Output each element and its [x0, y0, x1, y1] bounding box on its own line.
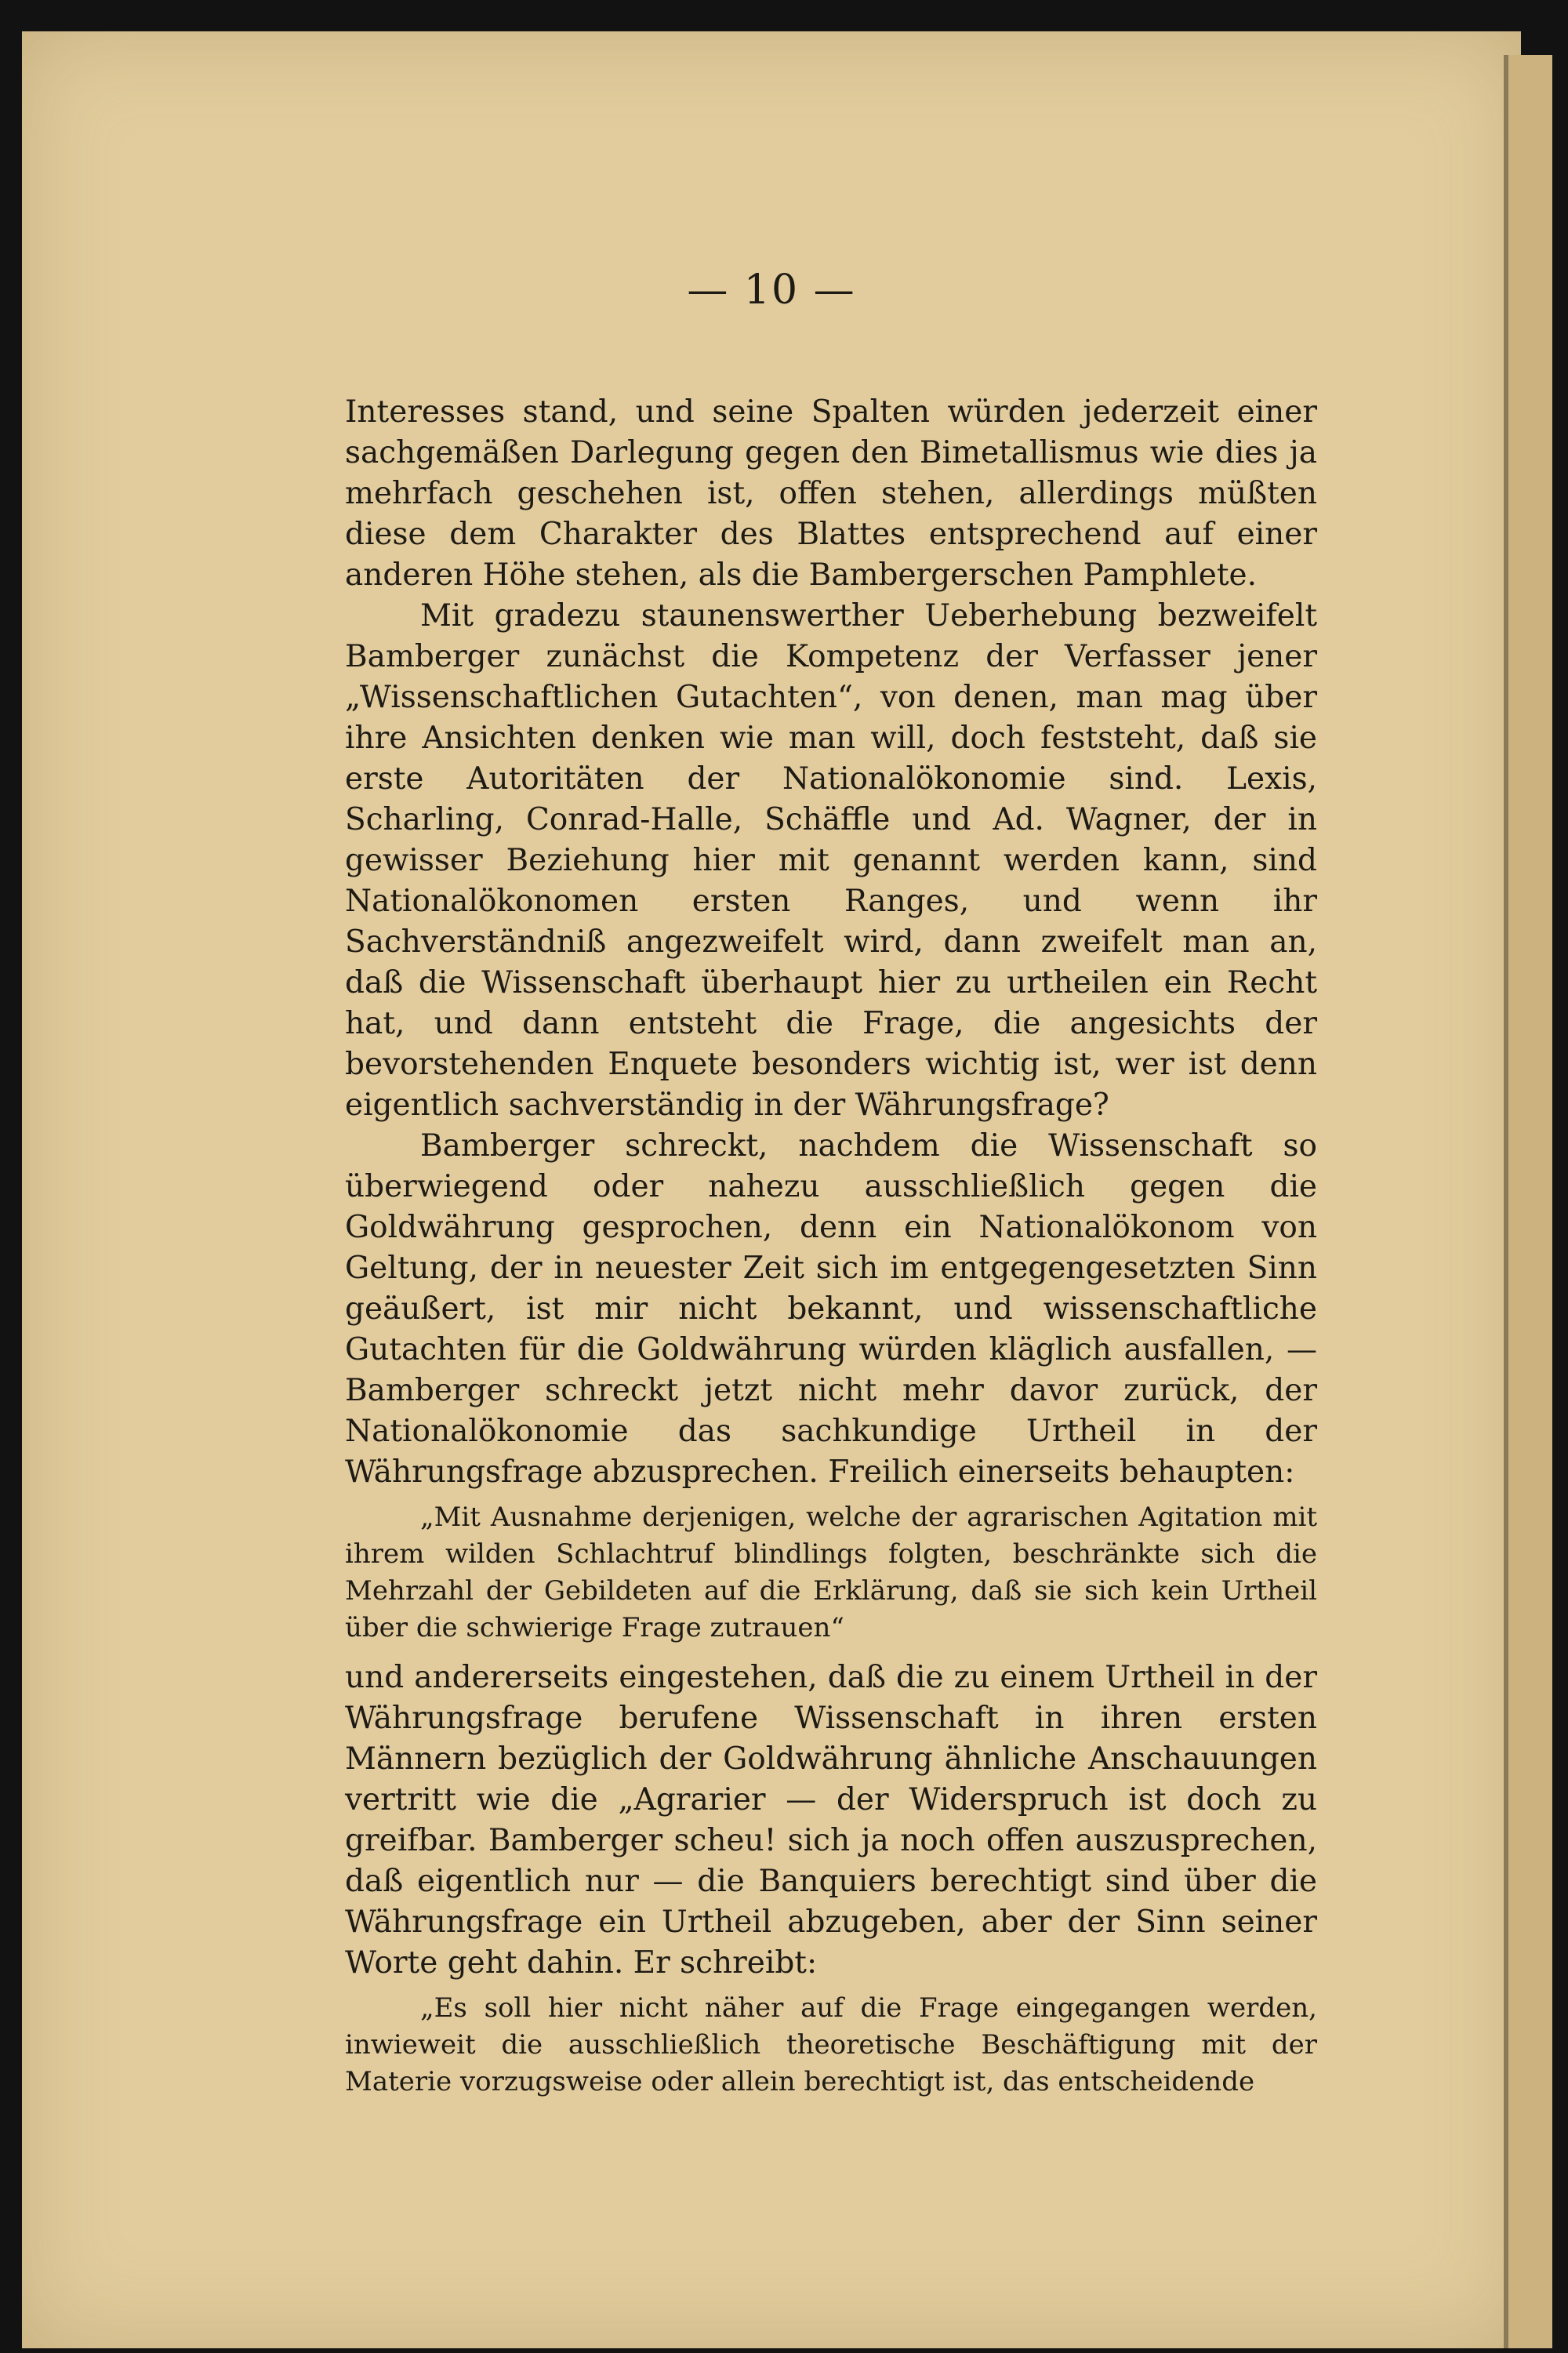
paragraph-1: Interesses stand, und seine Spalten würden jederzeit einer sachgemäßen Darlegung gegen den Bimetallismus wie dies ja mehrfach geschehen ist, offen stehen, allerdings müßten diese dem Charakter des Blattes entsprechend auf einer anderen Höhe stehen, als die Bambergerschen Pamphlete. [345, 394, 1317, 593]
next-page-edge [1504, 55, 1552, 2348]
block-quote-1: „Mit Ausnahme derjenigen, welche der agrarischen Agitation mit ihrem wilden Schlachtruf blindlings folgten, beschränkte sich die Mehrzahl der Gebildeten auf die Erklärung, daß sie sich kein Urtheil über die schwierige Frage zutrauen“ [345, 1501, 1317, 1643]
paragraph-3: Bamberger schreckt, nachdem die Wissenschaft so überwiegend oder nahezu ausschließlich gegen die Goldwährung gesprochen, denn ein Nationalökonom von Geltung, der in neuester Zeit sich im entgegengesetzten Sinn geäußert, ist mir nicht bekannt, und wissenschaftliche Gutachten für die Goldwährung würden kläglich ausfallen, — Bamberger schreckt jetzt nicht mehr davor zurück, der Nationalökonomie das sachkundige Urtheil in der Währungsfrage abzusprechen. Freilich einerseits behaupten: [345, 1128, 1317, 1490]
page-number: — 10 — [687, 267, 856, 314]
block-quote-2: „Es soll hier nicht näher auf die Frage eingegangen werden, inwieweit die ausschließlich theoretische Beschäftigung mit der Materie vorzugsweise oder allein berechtigt ist, das entscheidende [345, 1992, 1317, 2097]
paragraph-4: und andererseits eingestehen, daß die zu einem Urtheil in der Währungsfrage berufene Wissenschaft in ihren ersten Männern bezüglich der Goldwährung ähnliche Anschauungen vertritt wie die „Agrarier — der Widerspruch ist doch zu greifbar. Bamberger scheu! sich ja noch offen auszusprechen, daß eigentlich nur — die Banquiers berechtigt sind über die Währungsfrage ein Urtheil abzugeben, aber der Sinn seiner Worte geht dahin. Er schreibt: [345, 1660, 1317, 1981]
paragraph-2: Mit gradezu staunenswerther Ueberhebung bezweifelt Bamberger zunächst die Kompetenz der Verfasser jener „Wissenschaftlichen Gutachten“, von denen, man mag über ihre Ansichten denken wie man will, doch feststeht, daß sie erste Autoritäten der Nationalökonomie sind. Lexis, Scharling, Conrad-Halle, Schäffle und Ad. Wagner, der in gewisser Beziehung hier mit genannt werden kann, sind Nationalökonomen ersten Ranges, und wenn ihr Sachverständniß angezweifelt wird, dann zweifelt man an, daß die Wissenschaft überhaupt hier zu urtheilen ein Recht hat, und dann entsteht die Frage, die angesichts der bevorstehenden Enquete besonders wichtig ist, wer ist denn eigentlich sachverständig in der Währungsfrage? [345, 598, 1317, 1123]
body-text [345, 392, 1317, 2112]
book-page [22, 31, 1521, 2348]
